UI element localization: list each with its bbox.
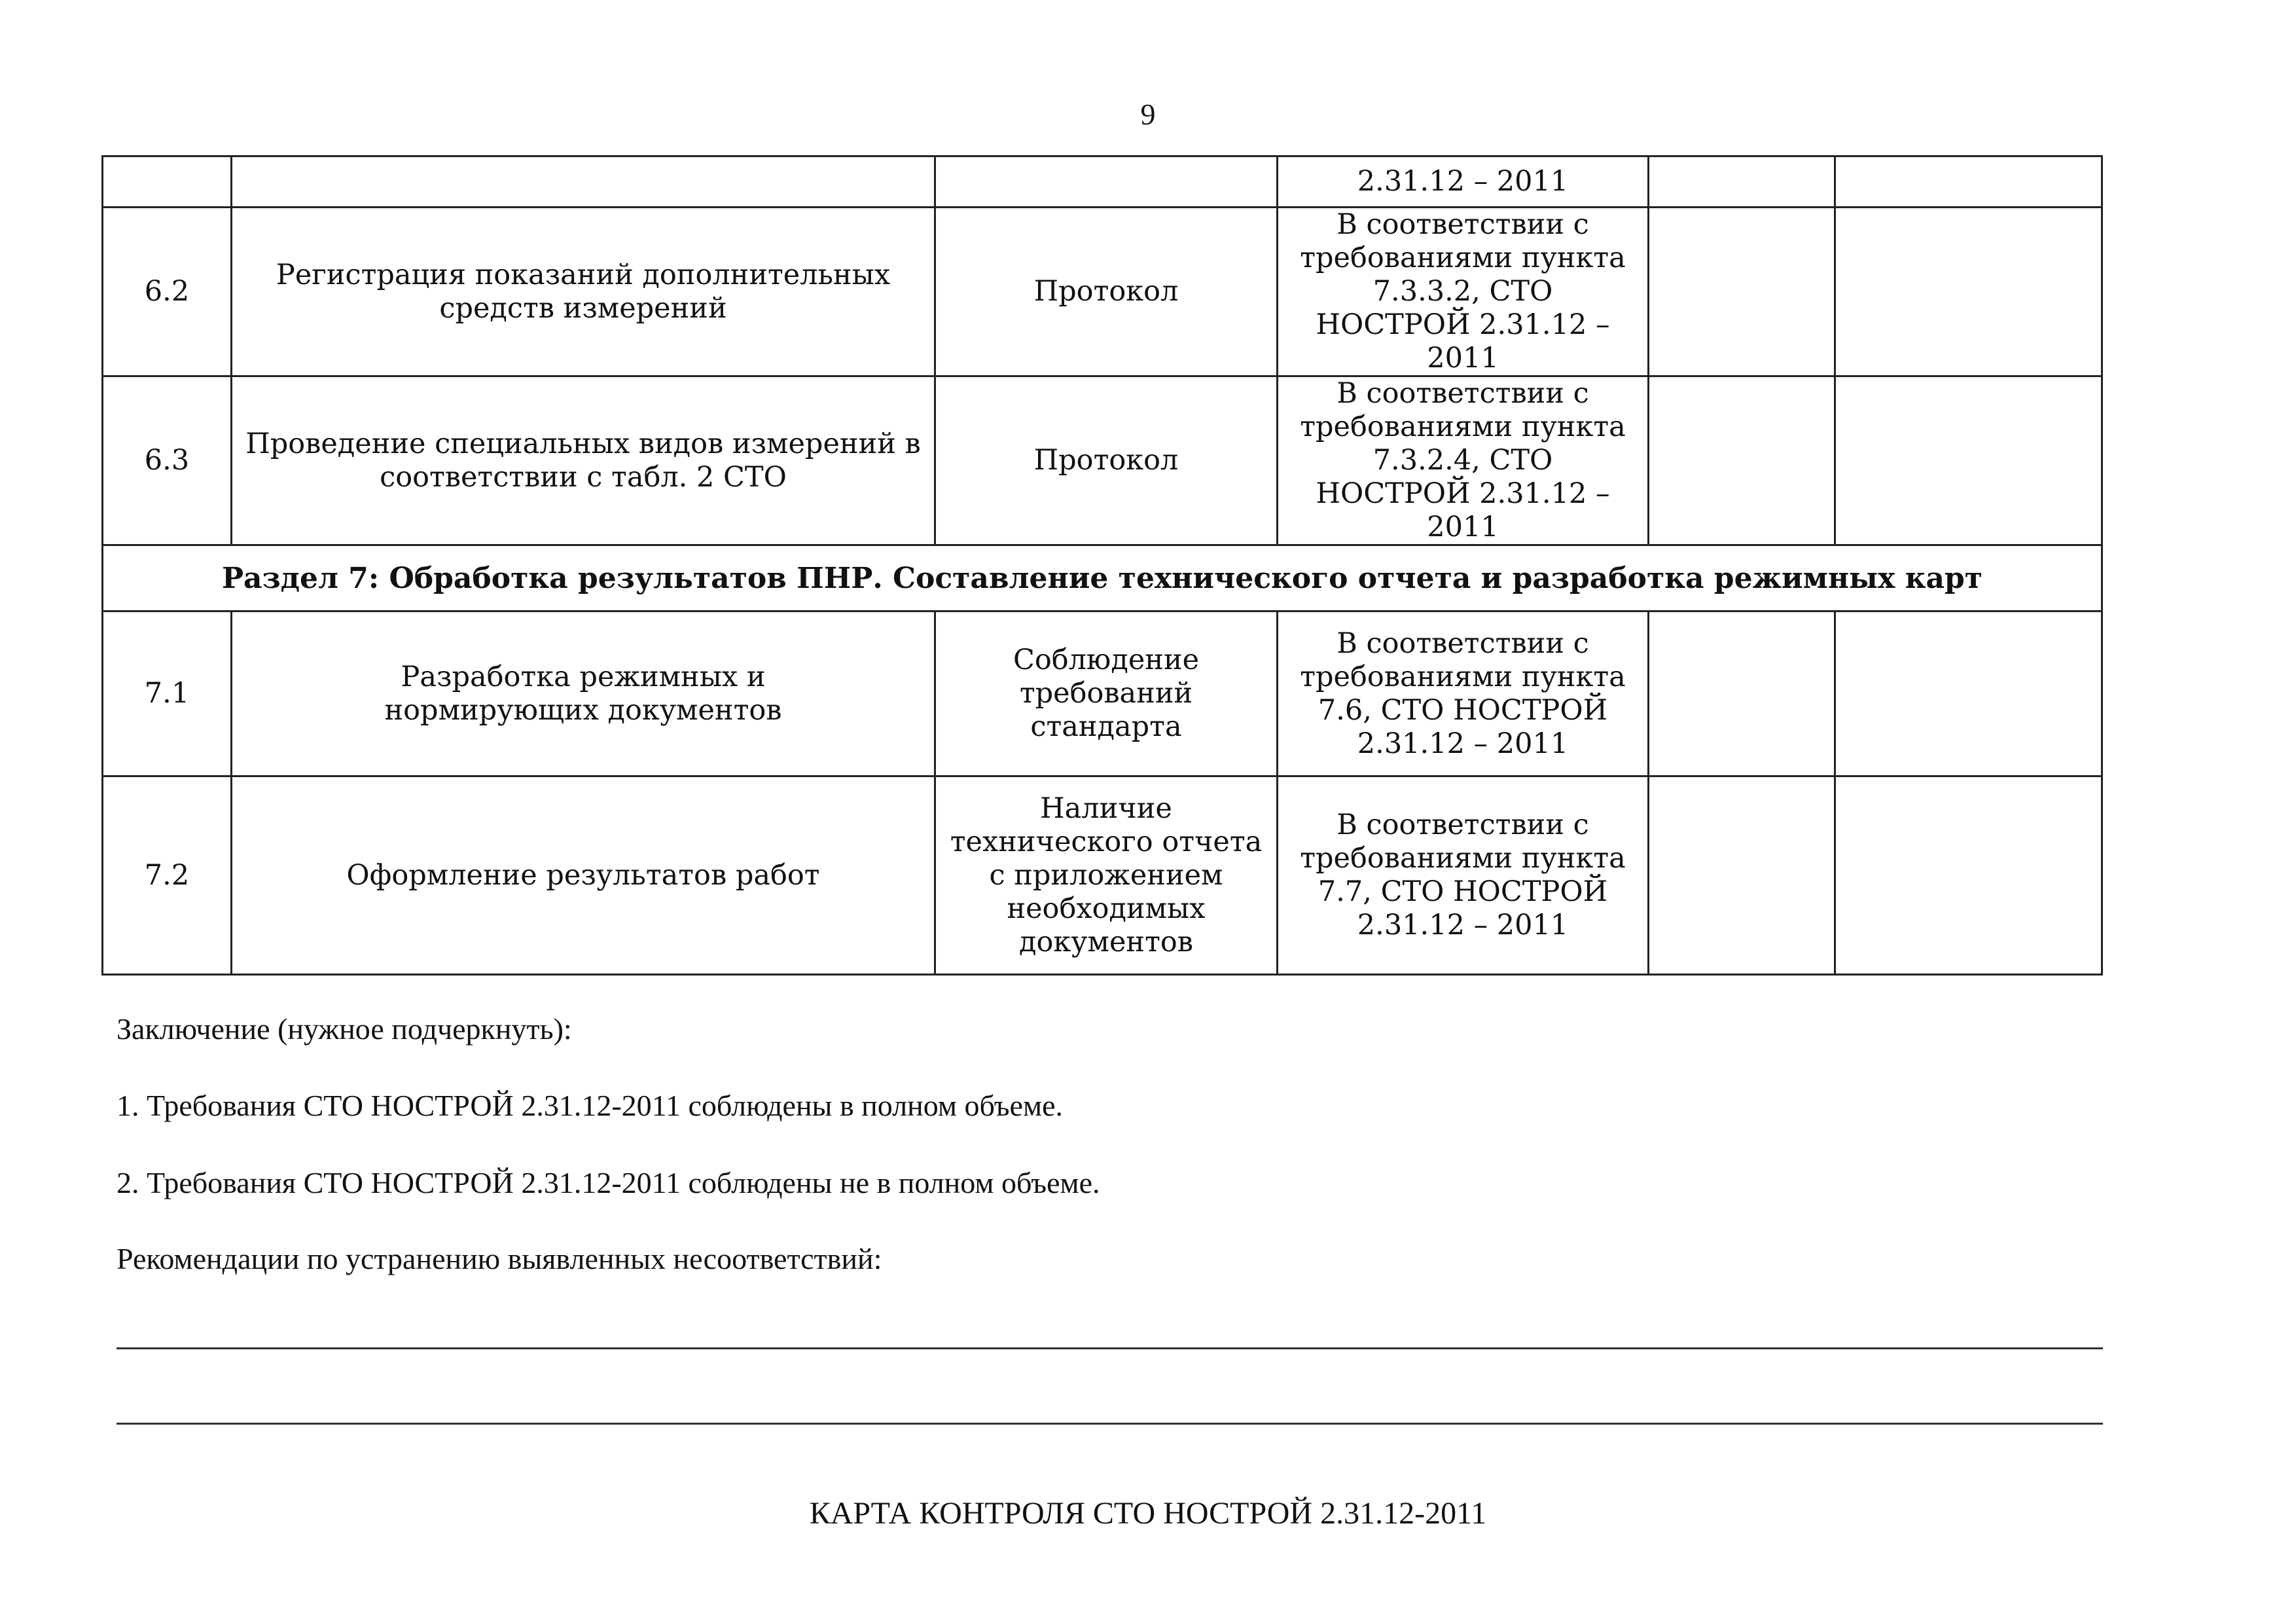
conclusion-option-1: 1. Требования СТО НОСТРОЙ 2.31.12-2011 соблюдены в полном объеме. [117, 1089, 1063, 1122]
conclusion-heading: Заключение (нужное подчеркнуть): [117, 1012, 572, 1046]
cell-mark [1649, 611, 1835, 776]
cell-criteria: В соответствии с требованиями пункта 7.3.2.4, СТО НОСТРОЙ 2.31.12 – 2011 [1278, 376, 1649, 545]
cell-criteria: В соответствии с требованиями пункта 7.3.3.2, СТО НОСТРОЙ 2.31.12 – 2011 [1278, 208, 1649, 376]
cell-doc: Протокол [935, 376, 1278, 545]
cell-name: Проведение специальных видов измерений в соответствии с табл. 2 СТО [232, 376, 935, 545]
recommendation-line [117, 1347, 2103, 1349]
recommendations-label: Рекомендации по устранению выявленных несоответствий: [117, 1242, 882, 1275]
cell-note [1835, 376, 2102, 545]
table-row [103, 376, 2102, 545]
cell-criteria: 2.31.12 – 2011 [1278, 156, 1649, 208]
page-number: 9 [1140, 98, 1156, 131]
table-row-continued [103, 156, 2102, 208]
cell-name [232, 156, 935, 208]
cell-criteria: В соответствии с требованиями пункта 7.7, СТО НОСТРОЙ 2.31.12 – 2011 [1278, 776, 1649, 975]
cell-note [1835, 776, 2102, 975]
control-table [101, 155, 2103, 976]
section-title: Раздел 7: Обработка результатов ПНР. Составление технического отчета и разработка режимных карт [103, 545, 2102, 611]
cell-name: Оформление результатов работ [232, 776, 935, 975]
cell-mark [1649, 208, 1835, 376]
cell-num [103, 156, 232, 208]
table-row [103, 208, 2102, 376]
table-row [103, 611, 2102, 776]
cell-name: Разработка режимных и нормирующих документов [232, 611, 935, 776]
recommendation-line [117, 1423, 2103, 1425]
cell-note [1835, 611, 2102, 776]
cell-note [1835, 156, 2102, 208]
cell-doc: Наличие технического отчета с приложением необходимых документов [935, 776, 1278, 975]
cell-num: 6.3 [103, 376, 232, 545]
footer-title: КАРТА КОНТРОЛЯ СТО НОСТРОЙ 2.31.12-2011 [809, 1496, 1487, 1531]
section-header-row [103, 545, 2102, 611]
cell-doc: Соблюдение требований стандарта [935, 611, 1278, 776]
cell-note [1835, 208, 2102, 376]
cell-name: Регистрация показаний дополнительных средств измерений [232, 208, 935, 376]
cell-mark [1649, 156, 1835, 208]
cell-mark [1649, 776, 1835, 975]
cell-num: 7.2 [103, 776, 232, 975]
cell-mark [1649, 376, 1835, 545]
cell-num: 6.2 [103, 208, 232, 376]
cell-doc [935, 156, 1278, 208]
cell-num: 7.1 [103, 611, 232, 776]
cell-criteria: В соответствии с требованиями пункта 7.6, СТО НОСТРОЙ 2.31.12 – 2011 [1278, 611, 1649, 776]
table-row [103, 776, 2102, 975]
conclusion-option-2: 2. Требования СТО НОСТРОЙ 2.31.12-2011 соблюдены не в полном объеме. [117, 1166, 1100, 1199]
cell-doc: Протокол [935, 208, 1278, 376]
